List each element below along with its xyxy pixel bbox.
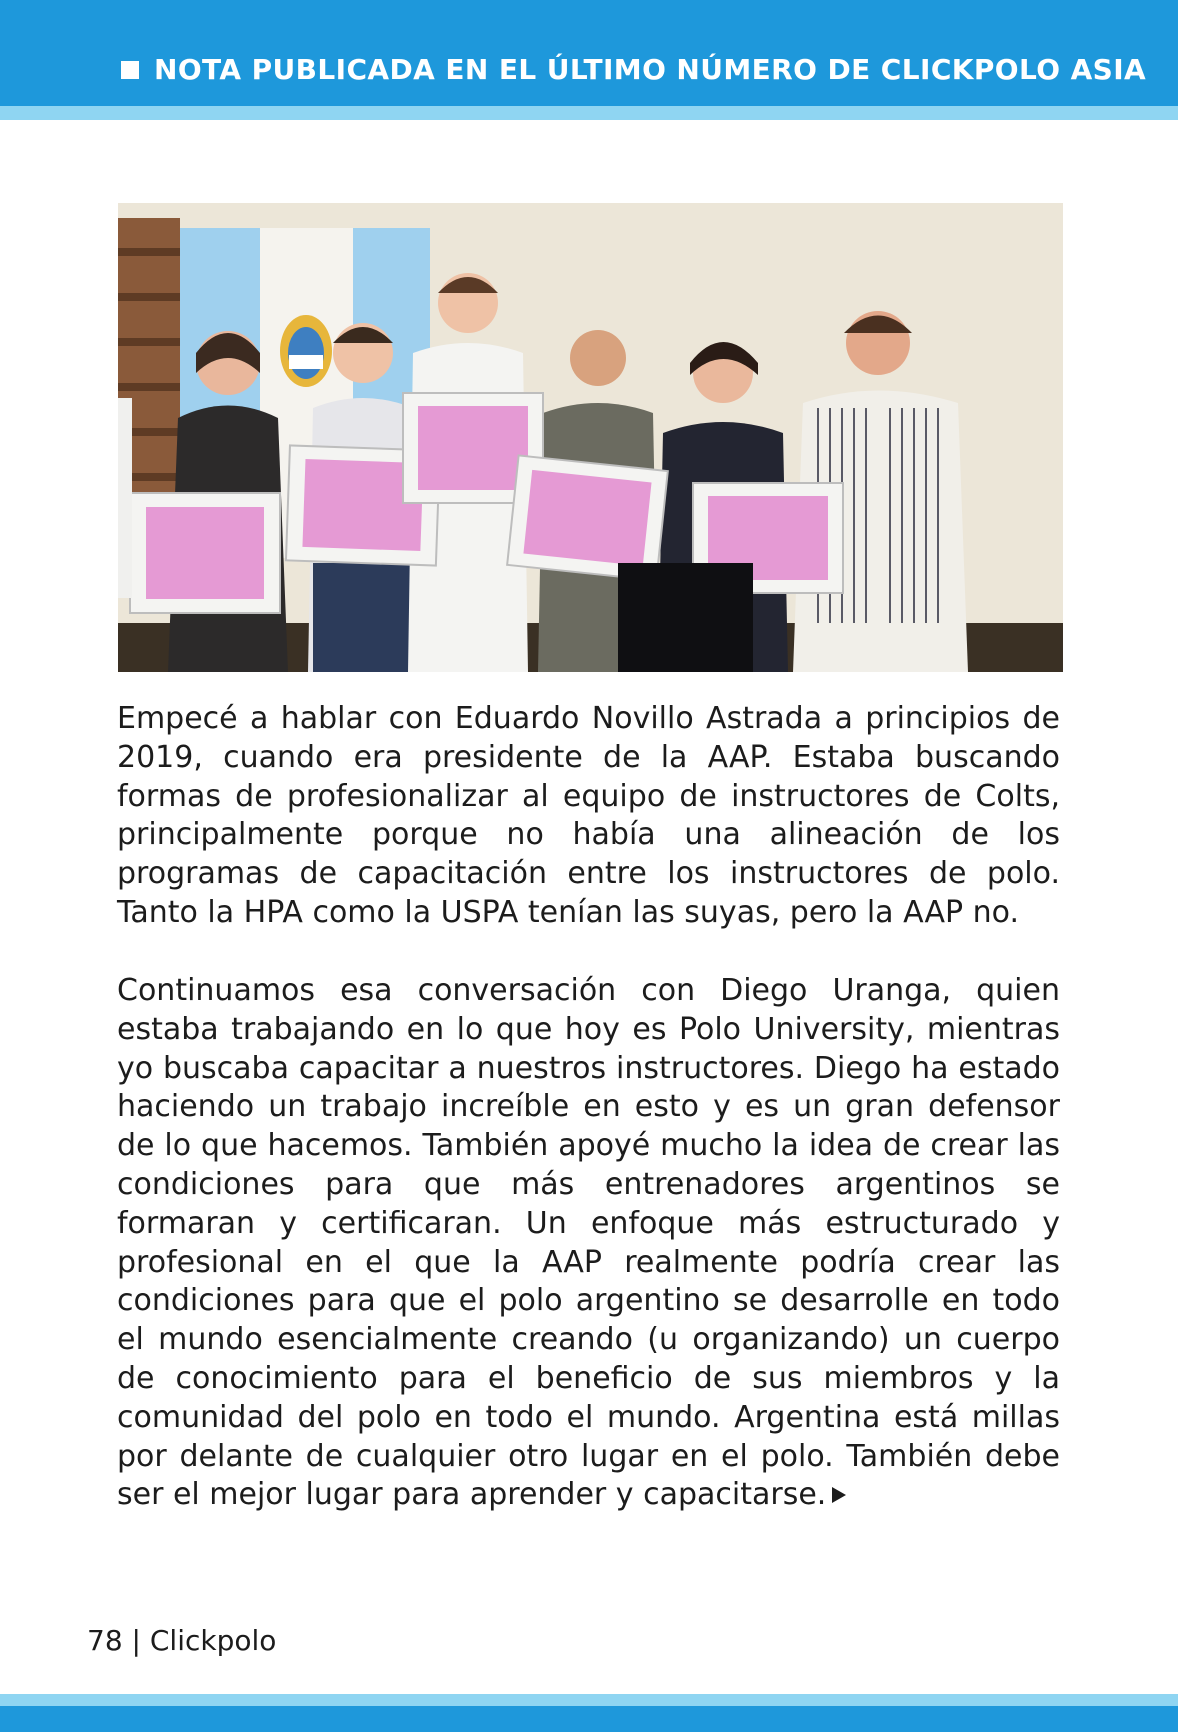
continue-arrow-icon <box>832 1487 846 1503</box>
page-number-label: 78 | Clickpolo <box>87 1624 277 1657</box>
article-paragraph-1: Empecé a hablar con Eduardo Novillo Astrada a principios de 2019, cuando era presidente de la AAP. Estaba buscando formas de profesionalizar al equipo de instructores de Colts, principalmente porque no había una alineación de los programas de capacitación entre los instructores de polo. Tanto la HPA como la USPA tenían las suyas, pero la AAP no. <box>117 701 1060 930</box>
footer-bar <box>0 1706 1178 1732</box>
article-paragraph-2 <box>117 972 1060 1515</box>
article-paragraph-2-text: Continuamos esa conversación con Diego Uranga, quien estaba trabajando en lo que hoy es Polo University, mientras yo buscaba capacitar a nuestros instructores. Diego ha estado haciendo un trabajo increíble en esto y es un gran defensor de lo que hacemos. También apoyé mucho la idea de crear las condiciones para que más entrenadores argentinos se formaran y certificaran. Un enfoque más estructurado y profesional en el que la AAP realmente podría crear las condiciones para que el polo argentino se desarrolle en todo el mundo esencialmente creando (u organizando) un cuerpo de conocimiento para el beneficio de sus miembros y la comunidad del polo en todo el mundo. Argentina está millas por delante de cualquier otro lugar en el polo. También debe ser el mejor lugar para aprender y capacitarse. <box>117 973 1060 1513</box>
footer-accent-stripe <box>0 1694 1178 1706</box>
square-bullet-icon <box>121 61 139 79</box>
header-accent-stripe <box>0 106 1178 120</box>
group-photo <box>118 203 1063 672</box>
section-title: NOTA PUBLICADA EN EL ÚLTIMO NÚMERO DE CLICKPOLO ASIA <box>154 53 1147 86</box>
